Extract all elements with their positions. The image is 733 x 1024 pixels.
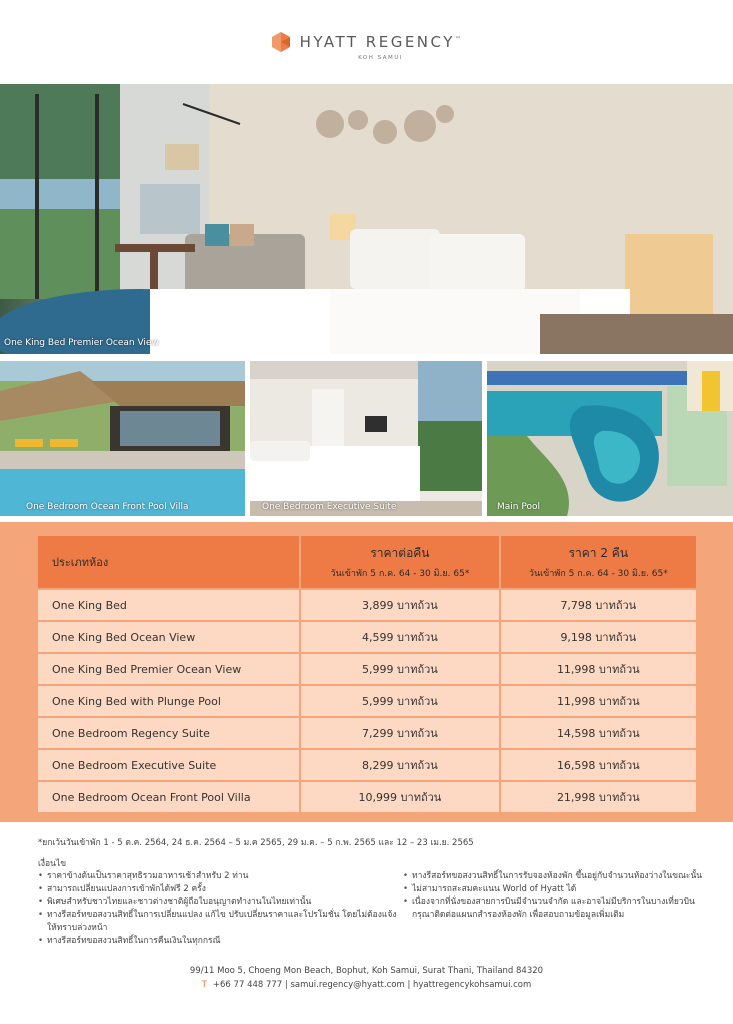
conditions-left [38,870,398,948]
hero-photo-premier-ocean-view [0,84,733,354]
price-per-night: 3,899 บาทถ้วน [301,590,498,620]
price-per-night: 10,999 บาทถ้วน [301,782,498,812]
room-name: One Bedroom Executive Suite [38,750,299,780]
price-per-night: 5,999 บาทถ้วน [301,686,498,716]
table-row [38,686,696,716]
photo-pool-villa [0,361,245,516]
brand-name: HYATT REGENCY™ [299,33,464,51]
table-row [38,654,696,684]
rate-section [0,522,733,822]
table-row [38,782,696,812]
table-row [38,750,696,780]
price-per-night: 8,299 บาทถ้วน [301,750,498,780]
hero-illustration [0,84,733,354]
price-two-nights: 16,598 บาทถ้วน [501,750,696,780]
pool-villa-illustration [0,361,245,516]
condition-item: • พิเศษสำหรับชาวไทยและชาวต่างชาติผู้ถือใบอนุญาตทำงานในไทยเท่านั้น [38,896,398,909]
pool-villa-caption: One Bedroom Ocean Front Pool Villa [26,502,189,512]
room-name: One King Bed Ocean View [38,622,299,652]
room-name: One King Bed with Plunge Pool [38,686,299,716]
table-row [38,718,696,748]
table-row [38,590,696,620]
room-name: One Bedroom Ocean Front Pool Villa [38,782,299,812]
price-two-nights: 11,998 บาทถ้วน [501,654,696,684]
conditions-right [403,870,703,922]
phone-prefix: T [201,980,207,990]
main-pool-illustration [487,361,733,516]
executive-suite-illustration [250,361,482,516]
contact-details[interactable]: +66 77 448 777 | samui.regency@hyatt.com | hyattregencykohsamui.com [212,980,532,990]
condition-item: • ไม่สามารถสะสมคะแนน World of Hyatt ได้ [403,883,703,896]
photo-executive-suite [250,361,482,516]
brand-row [270,31,464,53]
rate-table-header [38,536,696,588]
price-two-nights: 9,198 บาทถ้วน [501,622,696,652]
footnote: *ยกเว้นวันเข้าพัก 1 - 5 ต.ค. 2564, 24 ธ.ค. 2564 – 5 ม.ค 2565, 29 ม.ค. – 5 ก.พ. 2565 และ 12 – 23 เม.ย. 2565 [38,838,474,848]
room-name: One King Bed Premier Ocean View [38,654,299,684]
conditions-title: เงื่อนไข [38,859,67,869]
room-name: One Bedroom Regency Suite [38,718,299,748]
rate-table [38,536,696,812]
condition-item: • ทางรีสอร์ทขอสงวนสิทธิ์ในการเปลี่ยนแปลง แก้ไข ปรับเปลี่ยนราคาและโปรโมชั่น โดยไม่ต้องแจ้งให้ทราบล่วงหน้า [38,909,398,935]
price-per-night: 4,599 บาทถ้วน [301,622,498,652]
condition-item: • ทางรีสอร์ทขอสงวนสิทธิ์ในการรับจองห้องพัก ขึ้นอยู่กับจำนวนห้องว่างในขณะนั้น [403,870,703,883]
header-two-nights: ราคา 2 คืน วันเข้าพัก 5 ก.ค. 64 - 30 มิ.ย. 65* [501,536,696,588]
hyatt-logo-icon [270,31,292,53]
condition-item: • เนื่องจากที่นั่งของสายการบินมีจำนวนจำกัด และอาจไม่มีบริการในบางเที่ยวบิน กรุณาติดต่อแผนกสำรองห้องพัก เพื่อสอบถามข้อมูลเพิ่มเติม [403,896,703,922]
price-two-nights: 14,598 บาทถ้วน [501,718,696,748]
price-per-night: 7,299 บาทถ้วน [301,718,498,748]
contact-line [0,980,733,990]
price-two-nights: 11,998 บาทถ้วน [501,686,696,716]
hero-caption: One King Bed Premier Ocean View [4,338,159,348]
header-room-type: ประเภทห้อง [38,536,299,588]
condition-item: • สามารถเปลี่ยนแปลงการเข้าพักได้ฟรี 2 ครั้ง [38,883,398,896]
room-name: One King Bed [38,590,299,620]
executive-suite-caption: One Bedroom Executive Suite [262,502,397,512]
photo-main-pool [487,361,733,516]
table-row [38,622,696,652]
header [0,0,733,84]
condition-item: • ราคาข้างต้นเป็นราคาสุทธิรวมอาหารเช้าสำหรับ 2 ท่าน [38,870,398,883]
brand-location: KOH SAMUI [358,55,403,61]
price-two-nights: 21,998 บาทถ้วน [501,782,696,812]
condition-item: • ทางรีสอร์ทขอสงวนสิทธิ์ในการคืนเงินในทุกกรณี [38,935,398,948]
price-two-nights: 7,798 บาทถ้วน [501,590,696,620]
address: 99/11 Moo 5, Choeng Mon Beach, Bophut, Koh Samui, Surat Thani, Thailand 84320 [189,966,544,976]
header-per-night: ราคาต่อคืน วันเข้าพัก 5 ก.ค. 64 - 30 มิ.ย. 65* [301,536,498,588]
price-per-night: 5,999 บาทถ้วน [301,654,498,684]
main-pool-caption: Main Pool [497,502,540,512]
